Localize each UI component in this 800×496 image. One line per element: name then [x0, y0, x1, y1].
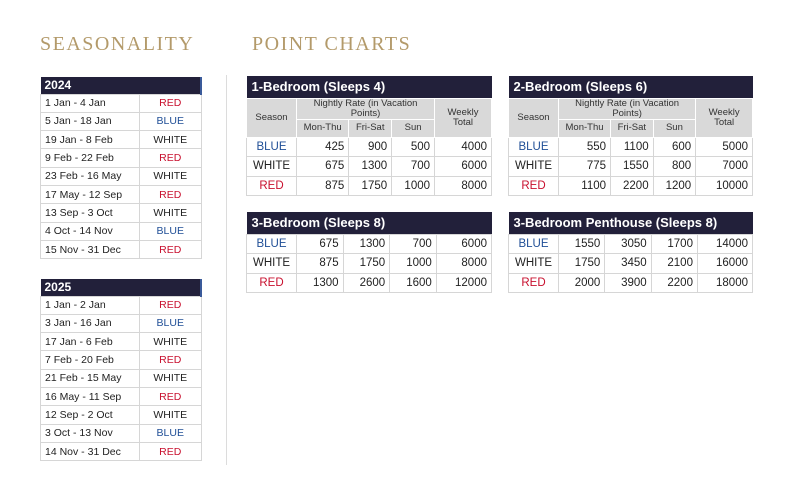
season-column-header: Season [509, 98, 559, 137]
table-row [509, 273, 753, 293]
sun-points: 600 [653, 137, 696, 157]
season-label: WHITE [509, 254, 559, 274]
sun-points: 2100 [651, 254, 697, 274]
mon-thu-points: 1550 [559, 234, 605, 254]
fri-sat-header: Fri-Sat [349, 119, 392, 137]
mon-thu-points: 775 [559, 157, 611, 177]
date-range: 3 Oct - 13 Nov [41, 424, 140, 442]
table-row [41, 167, 202, 185]
season-label: RED [509, 176, 559, 196]
table-row [247, 234, 492, 254]
seasonality-table-2024 [40, 77, 202, 259]
table-row [41, 204, 202, 222]
seasonality-heading: SEASONALITY [40, 33, 195, 55]
season-label: RED [140, 240, 202, 258]
fri-sat-points: 2600 [343, 273, 390, 293]
year-header: 2025 [41, 279, 202, 296]
date-range: 17 Jan - 6 Feb [41, 333, 140, 351]
season-label: RED [247, 273, 297, 293]
sun-points: 700 [390, 234, 437, 254]
table-row [41, 442, 202, 460]
column-divider [226, 75, 227, 465]
fri-sat-points: 3450 [605, 254, 651, 274]
date-range: 23 Feb - 16 May [41, 167, 140, 185]
season-label: RED [140, 351, 202, 369]
sun-points: 1000 [392, 176, 435, 196]
fri-sat-points: 1750 [349, 176, 392, 196]
sun-points: 1600 [390, 273, 437, 293]
season-label: WHITE [140, 369, 202, 387]
mon-thu-header: Mon-Thu [297, 119, 349, 137]
weekly-total-points: 18000 [697, 273, 752, 293]
mon-thu-points: 675 [297, 234, 344, 254]
season-label: RED [140, 94, 202, 112]
mon-thu-points: 1300 [297, 273, 344, 293]
table-row [247, 273, 492, 293]
table-row [41, 369, 202, 387]
point-charts-heading: POINT CHARTS [252, 33, 412, 55]
season-label: BLUE [140, 314, 202, 332]
mon-thu-points: 1750 [559, 254, 605, 274]
mon-thu-points: 1100 [559, 176, 611, 196]
season-label: BLUE [140, 424, 202, 442]
sun-header: Sun [392, 119, 435, 137]
chart-title: 2-Bedroom (Sleeps 6) [509, 76, 753, 98]
table-row [509, 234, 753, 254]
fri-sat-points: 1750 [343, 254, 390, 274]
table-row [247, 176, 492, 196]
mon-thu-points: 2000 [559, 273, 605, 293]
mon-thu-points: 875 [297, 176, 349, 196]
fri-sat-points: 3050 [605, 234, 651, 254]
chart-title: 1-Bedroom (Sleeps 4) [247, 76, 492, 98]
season-label: RED [140, 149, 202, 167]
nightly-rate-header: Nightly Rate (in Vacation Points) [297, 98, 435, 119]
season-label: RED [140, 296, 202, 314]
mon-thu-header: Mon-Thu [559, 119, 611, 137]
table-row [41, 314, 202, 332]
season-label: WHITE [140, 406, 202, 424]
fri-sat-points: 1100 [611, 137, 654, 157]
date-range: 16 May - 11 Sep [41, 387, 140, 405]
season-label: BLUE [247, 234, 297, 254]
mon-thu-points: 425 [297, 137, 349, 157]
fri-sat-header: Fri-Sat [611, 119, 654, 137]
nightly-rate-header: Nightly Rate (in Vacation Points) [559, 98, 696, 119]
date-range: 21 Feb - 15 May [41, 369, 140, 387]
table-row [41, 424, 202, 442]
weekly-total-points: 6000 [435, 157, 492, 177]
table-row [41, 149, 202, 167]
point-chart-1-bedroom [246, 76, 492, 196]
year-header: 2024 [41, 77, 202, 94]
table-row [41, 240, 202, 258]
date-range: 3 Jan - 16 Jan [41, 314, 140, 332]
season-label: RED [247, 176, 297, 196]
season-label: BLUE [140, 112, 202, 130]
sun-header: Sun [653, 119, 696, 137]
table-row [509, 157, 753, 177]
fri-sat-points: 3900 [605, 273, 651, 293]
weekly-total-points: 4000 [435, 137, 492, 157]
table-row [509, 137, 753, 157]
table-row [41, 333, 202, 351]
table-row [41, 222, 202, 240]
table-row [41, 387, 202, 405]
weekly-total-points: 8000 [436, 254, 491, 274]
sun-points: 500 [392, 137, 435, 157]
table-row [247, 254, 492, 274]
date-range: 9 Feb - 22 Feb [41, 149, 140, 167]
table-row [509, 176, 753, 196]
sun-points: 1000 [390, 254, 437, 274]
weekly-total-points: 12000 [436, 273, 491, 293]
point-chart-3-bedroom [246, 212, 492, 293]
season-label: BLUE [509, 137, 559, 157]
season-label: WHITE [140, 131, 202, 149]
weekly-total-points: 16000 [697, 254, 752, 274]
seasonality-table-2025 [40, 279, 202, 461]
weekly-total-points: 8000 [435, 176, 492, 196]
point-chart-2-bedroom [508, 76, 753, 196]
table-row [247, 137, 492, 157]
season-label: WHITE [140, 333, 202, 351]
season-label: WHITE [140, 167, 202, 185]
date-range: 14 Nov - 31 Dec [41, 442, 140, 460]
season-label: RED [140, 442, 202, 460]
fri-sat-points: 1300 [343, 234, 390, 254]
weekly-total-points: 14000 [697, 234, 752, 254]
date-range: 17 May - 12 Sep [41, 185, 140, 203]
sun-points: 800 [653, 157, 696, 177]
table-row [41, 351, 202, 369]
season-label: WHITE [247, 157, 297, 177]
table-row [41, 131, 202, 149]
weekly-total-points: 10000 [696, 176, 753, 196]
sun-points: 2200 [651, 273, 697, 293]
mon-thu-points: 550 [559, 137, 611, 157]
table-row [247, 157, 492, 177]
season-label: BLUE [140, 222, 202, 240]
date-range: 1 Jan - 2 Jan [41, 296, 140, 314]
date-range: 4 Oct - 14 Nov [41, 222, 140, 240]
season-label: WHITE [140, 204, 202, 222]
date-range: 19 Jan - 8 Feb [41, 131, 140, 149]
date-range: 13 Sep - 3 Oct [41, 204, 140, 222]
season-label: WHITE [509, 157, 559, 177]
point-chart-3-bedroom-penthouse [508, 212, 753, 293]
season-label: RED [509, 273, 559, 293]
weekly-total-points: 6000 [436, 234, 491, 254]
season-label: WHITE [247, 254, 297, 274]
fri-sat-points: 900 [349, 137, 392, 157]
table-row [41, 296, 202, 314]
fri-sat-points: 1550 [611, 157, 654, 177]
weekly-total-points: 5000 [696, 137, 753, 157]
date-range: 5 Jan - 18 Jan [41, 112, 140, 130]
chart-title: 3-Bedroom (Sleeps 8) [247, 212, 492, 234]
table-row [41, 94, 202, 112]
date-range: 7 Feb - 20 Feb [41, 351, 140, 369]
fri-sat-points: 2200 [611, 176, 654, 196]
fri-sat-points: 1300 [349, 157, 392, 177]
season-label: BLUE [509, 234, 559, 254]
mon-thu-points: 875 [297, 254, 344, 274]
date-range: 12 Sep - 2 Oct [41, 406, 140, 424]
date-range: 1 Jan - 4 Jan [41, 94, 140, 112]
season-label: RED [140, 185, 202, 203]
season-column-header: Season [247, 98, 297, 137]
season-label: RED [140, 387, 202, 405]
table-row [41, 112, 202, 130]
weekly-total-header: Weekly Total [435, 98, 492, 137]
sun-points: 700 [392, 157, 435, 177]
season-label: BLUE [247, 137, 297, 157]
sun-points: 1200 [653, 176, 696, 196]
table-row [509, 254, 753, 274]
table-row [41, 406, 202, 424]
chart-title: 3-Bedroom Penthouse (Sleeps 8) [509, 212, 753, 234]
sun-points: 1700 [651, 234, 697, 254]
date-range: 15 Nov - 31 Dec [41, 240, 140, 258]
weekly-total-header: Weekly Total [696, 98, 753, 137]
mon-thu-points: 675 [297, 157, 349, 177]
table-row [41, 185, 202, 203]
weekly-total-points: 7000 [696, 157, 753, 177]
